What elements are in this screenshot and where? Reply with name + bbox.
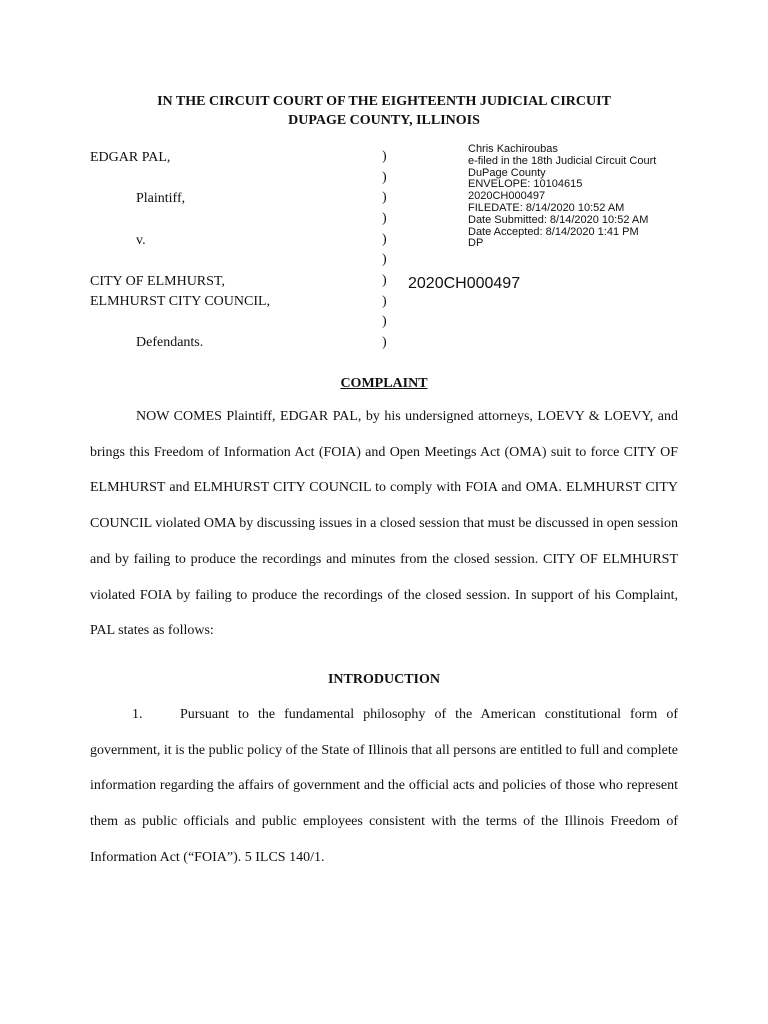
complaint-body: NOW COMES Plaintiff, EDGAR PAL, by his undersigned attorneys, LOEVY & LOEVY, and brings this Freedom of Information Act (FOIA) and Open Meetings Act (OMA) suit to force CITY OF ELMHURST and ELMHURST CITY COUNCIL to comply with FOIA and OMA. ELMHURST CITY COUNCIL violated OMA by discussing issues in a closed session that must be discussed in open session and by failing to produce the recordings and minutes from the closed session. CITY OF ELMHURST violated FOIA by failing to produce the recordings of the closed session. In support of his Complaint, PAL states as follows:: [90, 409, 678, 639]
stamp-case: 2020CH000497: [468, 190, 546, 203]
caption-paren: ): [382, 170, 387, 185]
complaint-paragraph: [90, 399, 678, 649]
plaintiff-role: Plaintiff,: [136, 191, 186, 206]
caption-paren: ): [382, 294, 387, 309]
caption-paren: ): [382, 232, 387, 247]
court-county: DUPAGE COUNTY, ILLINOIS: [288, 113, 480, 128]
caption-paren: ): [382, 314, 387, 329]
introduction-title: INTRODUCTION: [327, 672, 440, 687]
stamp-accepted: Date Accepted: 8/14/2020 1:41 PM: [468, 225, 639, 238]
complaint-title: COMPLAINT: [340, 376, 428, 391]
caption-paren: ): [382, 273, 387, 288]
case-number: 2020CH000497: [408, 275, 521, 292]
caption-paren: ): [382, 211, 387, 226]
caption-paren: ): [382, 335, 387, 350]
court-name: IN THE CIRCUIT COURT OF THE EIGHTEENTH JUDICIAL CIRCUIT: [157, 94, 611, 109]
defendant-role: Defendants.: [136, 335, 204, 350]
efile-stamp: [468, 144, 656, 250]
caption-paren: ): [382, 252, 387, 267]
stamp-clerk: Chris Kachiroubas: [468, 143, 558, 155]
intro-paragraph-1: [90, 697, 678, 876]
stamp-efiled: e-filed in the 18th Judicial Circuit Court: [468, 154, 657, 167]
stamp-envelope: ENVELOPE: 10104615: [468, 178, 583, 191]
intro-paragraph-text: Pursuant to the fundamental philosophy of the American constitutional form of government, it is the public policy of the State of Illinois that all persons are entitled to full and complete information regarding the affairs of government and the official acts and policies of those who represent them as public officials and public employees consistent with the terms of the Illinois Freedom of Information Act (“FOIA”). 5 ILCS 140/1.: [90, 707, 678, 865]
stamp-county: DuPage County: [468, 166, 546, 179]
versus: v.: [136, 233, 146, 248]
caption-paren: ): [382, 190, 387, 205]
plaintiff-name: EDGAR PAL,: [90, 150, 171, 165]
stamp-submitted: Date Submitted: 8/14/2020 10:52 AM: [468, 213, 649, 226]
paragraph-number: 1.: [132, 707, 143, 722]
defendant-line-2: ELMHURST CITY COUNCIL,: [90, 294, 271, 309]
defendant-line-1: CITY OF ELMHURST,: [90, 274, 225, 289]
stamp-initials: DP: [468, 237, 484, 250]
stamp-filedate: FILEDATE: 8/14/2020 10:52 AM: [468, 201, 625, 214]
caption-paren: ): [382, 149, 387, 164]
